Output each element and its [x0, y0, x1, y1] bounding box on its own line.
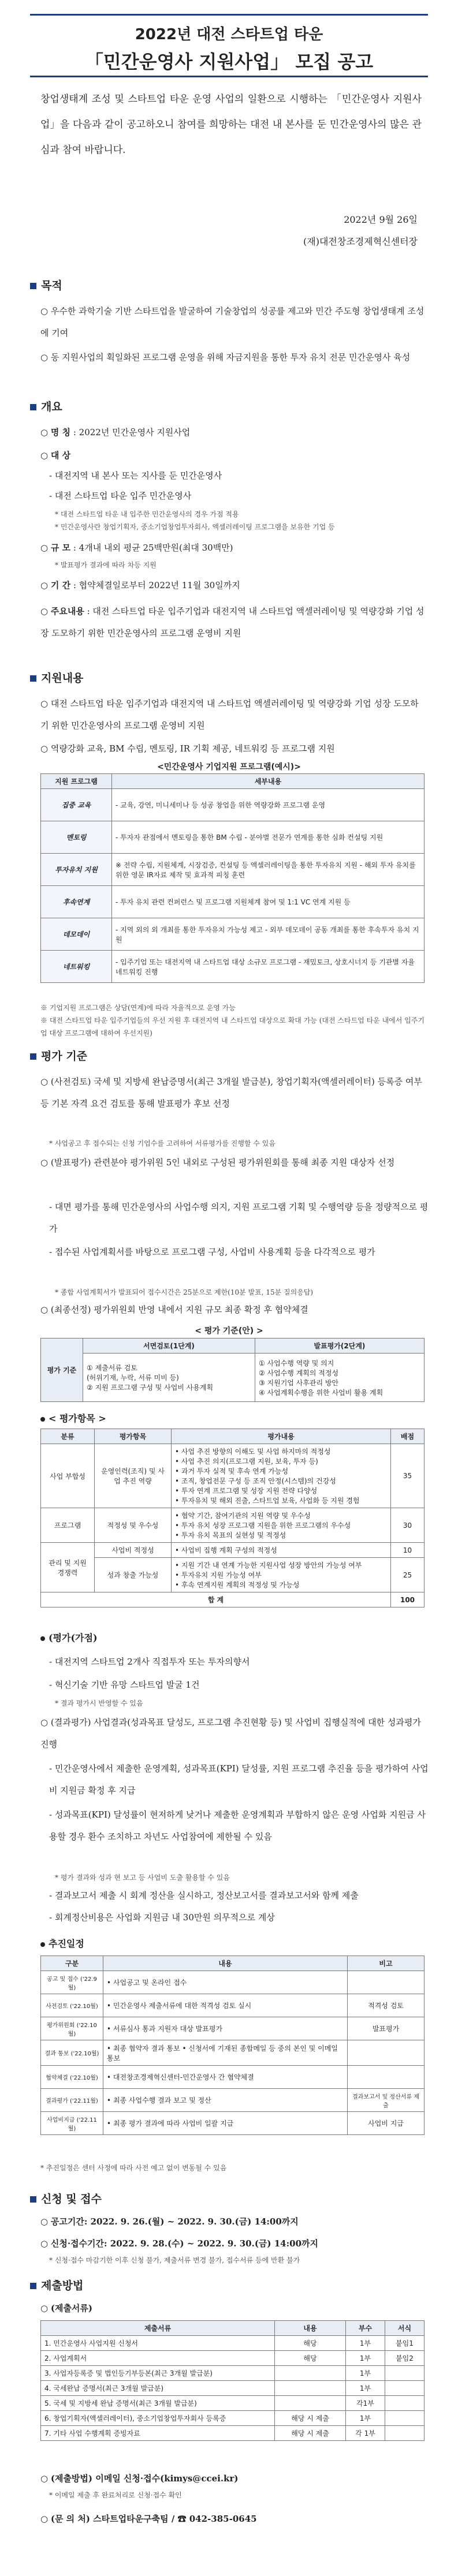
table-cell: • 사업공고 및 온라인 접수 — [103, 1971, 348, 1994]
support-paragraph-1: ○ 대전 스타트업 타운 입주기업과 대전지역 내 스타트업 액셀러레이팅 및 역량강화 기업 성장 도모하기 위한 민간운영사의 프로그램 운영비 지원 — [40, 698, 419, 731]
table-cell — [348, 2066, 425, 2089]
table-cell: 프로그램 — [41, 1508, 95, 1543]
table-cell: 1부 — [346, 2381, 385, 2396]
table-cell: • 최종 사업수행 결과 보고 및 정산 — [103, 2089, 348, 2112]
table-header: 평가 기준 — [41, 1339, 83, 1402]
table-cell: 사업비 적정성 — [95, 1543, 172, 1558]
square-bullet-icon — [30, 404, 36, 410]
eval-result-note: * 평가 결과와 성과 현 보고 등 사업비 도출 활용할 수 있음 — [55, 1874, 230, 1882]
section-support-heading: 지원내용 — [30, 670, 83, 685]
table-cell: - 교육, 강연, 미니세미나 등 성공 창업을 위한 역량강화 프로그램 운영 — [112, 789, 425, 821]
table-header: 제출서류 — [41, 2321, 275, 2336]
table-cell: • 사업 추진 방향의 이해도 및 사업 하지마의 적정성 • 사업 추진 의지(프로그램 지원, 보육, 투자 등) • 과거 투자 실적 및 후속 연계 가능성 • 조직, 창업전문 구성 등 조직 안정(시스템)의 건강성 • 투자 연계 프로그램 및 성장 지원 전략 다양성 • 투자유치 및 해외 진출, 스타트업 보육, 사업화 등 지원 경험 — [172, 1444, 391, 1508]
table-cell: 4. 국세완납 증명서(최근 3개월 발급분) — [41, 2381, 275, 2396]
table-cell: 사업비지급 ('22.11월) — [41, 2112, 103, 2135]
eval-bonus-heading: (평가(가점) — [40, 1631, 98, 1644]
table-header: 비고 — [348, 1956, 425, 1971]
support-table-caption: <민간운영사 기업지원 프로그램(예시)> — [157, 762, 301, 772]
table-cell: 1부 — [346, 2351, 385, 2366]
overview-content: ○ 주요내용 : 대전 스타트업 타운 입주기업과 대전지역 내 스타트업 액셀러레이팅 및 역량강화 기업 성장 도모하기 위한 민간운영사의 프로그램 운영비 지원 — [40, 606, 425, 638]
square-bullet-icon — [30, 675, 36, 682]
table-cell: 결과평가 ('22.11월) — [41, 2089, 103, 2112]
square-bullet-icon — [30, 2283, 36, 2289]
table-cell: 평가위원회 ('22.10월) — [41, 2017, 103, 2040]
table-cell: 합 계 — [41, 1592, 391, 1607]
eval-items-table — [40, 1429, 425, 1607]
eval-presentation-a: - 대면 평가를 통해 민간운영사의 사업수행 의지, 지원 프로그램 기획 및 수행역량 등을 정량적으로 평가 — [49, 1202, 429, 1234]
table-cell: 2. 사업계획서 — [41, 2351, 275, 2366]
table-cell: ※ 전략 수립, 지원체계, 시장검증, 컨설팅 등 액셀러레이팅을 통한 투자유치 지원 - 해외 투자 유치를 위한 영문 IR자료 제작 및 효과적 피칭 훈련 — [112, 854, 425, 886]
table-cell: 10 — [391, 1543, 425, 1558]
eval-presentation-note: * 종합 사업계획서가 발표되어 접수시간은 25분으로 제한(10분 발표, 15분 질의응답) — [55, 1288, 314, 1296]
table-cell: 5. 국세 및 지방세 완납 증명서(최근 3개월 발급분) — [41, 2396, 275, 2411]
section-overview-heading: 개요 — [30, 398, 62, 414]
table-cell: • 서류심사 통과 지원자 대상 발표평가 — [103, 2017, 348, 2040]
overview-target-note-2: * 민간운영사란 창업기획자, 중소기업창업투자회사, 액셀러레이팅 프로그램을 보유한 기업 등 — [55, 523, 335, 531]
table-cell: 공고 및 접수 ('22.9월) — [41, 1971, 103, 1994]
table-cell: 발표평가 — [348, 2017, 425, 2040]
table-cell: 붙임2 — [385, 2351, 425, 2366]
table-header: 배점 — [391, 1429, 425, 1444]
table-cell — [275, 2396, 346, 2411]
table-header: 평가내용 — [172, 1429, 391, 1444]
submission-docs-table — [40, 2320, 425, 2441]
table-cell: 1부 — [346, 2336, 385, 2351]
table-cell: • 지원 기간 내 연계 가능한 지원사업 성장 방안의 가능성 여부 • 투자유치 지원 가능성 여부 • 후속 연계지원 계획의 적정성 및 가능성 — [172, 1558, 391, 1592]
overview-scale: ○ 규 모 : 4개내 내외 평균 25백만원(최대 30백만) — [40, 543, 233, 553]
table-cell — [275, 2366, 346, 2381]
table-header: 내용 — [275, 2321, 346, 2336]
table-header: 평가항목 — [95, 1429, 172, 1444]
eval-presentation: ○ (발표평가) 관련분야 평가위원 5인 내외로 구성된 평가위원회를 통해 최종 지원 대상자 선정 — [40, 1157, 395, 1168]
overview-target-2: - 대전 스타트업 타운 입주 민간운영사 — [49, 491, 192, 501]
square-bullet-icon — [30, 2196, 36, 2203]
table-cell: 사전검토 ('22.10월) — [41, 1994, 103, 2017]
support-program-table — [40, 773, 425, 983]
table-cell: ① 사업수행 역량 및 의지 ② 사업수행 계획의 적정성 ③ 지원기업 사후관리 방안 ④ 사업계획수행을 위한 사업비 활용 계획 — [255, 1354, 424, 1402]
table-header: 세부내용 — [112, 774, 425, 789]
table-header: 서식 — [385, 2321, 425, 2336]
organization-name: (재)대전창조경제혁신센터장 — [303, 236, 418, 247]
contact-info: ○ (문 의 처) 스타트업타운구축팀 / ☎ 042-385-0645 — [40, 2514, 257, 2524]
eval-bonus-2: - 혁신기술 기반 유망 스타트업 발굴 1건 — [49, 1680, 200, 1690]
table-cell: 7. 기타 사업 수행계획 증빙자료 — [41, 2426, 275, 2441]
table-cell: • 협약 기간, 참여기관의 지원 역량 및 우수성 • 투자 유치 성장 프로그램 지원을 위한 프로그램의 우수성 • 투자 유치 목표의 실현성 및 적정성 — [172, 1508, 391, 1543]
eval-steps-caption: < 평가 기준(안) > — [195, 1326, 263, 1336]
intro-paragraph: 창업생태계 조성 및 스타트업 타운 운영 사업의 일환으로 시행하는 「민간운영사 지원사업」을 다음과 같이 공고하오니 참여를 희망하는 대전 내 본사를 둔 민간운영사의 많은 관심과 참여 바랍니다. — [40, 94, 422, 156]
table-cell: 사업 부합성 — [41, 1444, 95, 1508]
table-cell: ① 제출서류 검토 (허위기재, 누락, 서류 미비 등) ② 지원 프로그램 구성 및 사업비 사용계획 — [83, 1354, 255, 1402]
table-cell: 30 — [391, 1508, 425, 1543]
eval-items-caption: < 평가항목 > — [40, 1411, 106, 1425]
support-note-2: ※ 대전 스타트업 타운 입주기업들의 우선 지원 후 대전지역 내 스타트업 대상으로 확대 가능 (대전 스타트업 타운 내에서 입주기업 대상 프로그램에 대하여 우선지원) — [40, 1016, 425, 1037]
table-cell — [385, 2381, 425, 2396]
table-cell — [385, 2411, 425, 2426]
title-box — [30, 14, 428, 77]
table-cell: 해당 — [275, 2336, 346, 2351]
section-schedule-heading: 추진일정 — [40, 1936, 84, 1950]
table-cell: 결과보고서 및 정산서류 제출 — [348, 2089, 425, 2112]
table-header: 부수 — [346, 2321, 385, 2336]
application-receipt-period: ○ 신청·접수기간: 2022. 9. 28.(수) ~ 2022. 9. 30.(금) 14:00까지 — [40, 2238, 318, 2249]
support-note-1: ※ 기업지원 프로그램은 상담(연계)에 따라 자율적으로 운영 가능 — [40, 1004, 236, 1012]
bullet-dot-icon — [40, 1942, 45, 1947]
table-cell: 적정성 및 우수성 — [95, 1508, 172, 1543]
submission-method-note: * 이메일 제출 후 완료처리로 신청·접수 확인 — [49, 2491, 182, 2499]
eval-bonus-1: - 대전지역 스타트업 2개사 직접투자 또는 투자의향서 — [49, 1657, 250, 1667]
eval-prereview-note: * 사업공고 후 접수되는 신청 기업수를 고려하여 서류평가를 진행할 수 있음 — [49, 1139, 275, 1147]
section-purpose-heading: 목적 — [30, 277, 62, 293]
table-cell: 25 — [391, 1558, 425, 1592]
table-cell: - 입주기업 또는 대전지역 내 스타트업 대상 소규모 프로그램 - 재밌토크, 상호시너지 등 기관별 자율 네트워킹 진행 — [112, 951, 425, 983]
table-header: 지원 프로그램 — [41, 774, 112, 789]
table-cell: 각1부 — [346, 2396, 385, 2411]
table-cell: 관리 및 지원 경쟁력 — [41, 1543, 95, 1592]
table-cell: 6. 창업기획자(액셀러레이터), 중소기업창업투자회사 등록증 — [41, 2411, 275, 2426]
section-submission-heading: 제출방법 — [30, 2277, 83, 2293]
table-cell — [348, 2040, 425, 2066]
table-header: 내용 — [103, 1956, 348, 1971]
schedule-table — [40, 1956, 425, 2135]
schedule-note: * 추진일정은 센터 사정에 따라 사전 예고 없이 변동될 수 있음 — [40, 2164, 227, 2172]
table-cell: 해당 시 제출 — [275, 2411, 346, 2426]
section-evaluation-heading: 평가 기준 — [30, 1048, 87, 1063]
eval-result: ○ (결과평가) 사업결과(성과목표 달성도, 프로그램 추진현황 등) 및 사업비 집행실적에 대한 성과평가 진행 — [40, 1717, 421, 1749]
submission-docs-label: ○ (제출서류) — [40, 2303, 93, 2313]
eval-prereview: ○ (사전검토) 국세 및 지방세 완납증명서(최근 3개월 발급분), 창업기획자(액셀러레이터) 등록증 여부 등 기본 자격 요건 검토를 통해 발표평가 후보 선정 — [40, 1076, 422, 1109]
table-cell: • 대전창조경제혁신센터-민간운영사 간 협약체결 — [103, 2066, 348, 2089]
table-cell: 협약체결 ('22.10월) — [41, 2066, 103, 2089]
table-cell: • 사업비 집행 계획 구성의 적정성 — [172, 1543, 391, 1558]
table-cell — [385, 2426, 425, 2441]
table-cell: 투자유치 지원 — [41, 854, 112, 886]
table-header: 서면검토(1단계) — [83, 1339, 255, 1354]
bullet-dot-icon — [40, 1636, 45, 1641]
title-line-1: 2022년 대전 스타트업 타운 — [135, 26, 323, 43]
table-header: 발표평가(2단계) — [255, 1339, 424, 1354]
table-header: 분류 — [41, 1429, 95, 1444]
eval-result-5: - 회계정산비용은 사업화 지원금 내 30만원 의무적으로 계상 — [49, 1912, 275, 1923]
square-bullet-icon — [30, 283, 36, 289]
overview-scale-note: * 발표평가 결과에 따라 차등 지원 — [55, 561, 157, 569]
table-cell: • 최종 협약자 결과 통보 • 신청서에 기재된 종합메일 등 중의 본인 및 이메일 통보 — [103, 2040, 348, 2066]
table-cell: 붙임1 — [385, 2336, 425, 2351]
overview-target-1: - 대전지역 내 본사 또는 지사를 둔 민간운영사 — [49, 470, 222, 481]
overview-target-note-1: * 대전 스타트업 타운 내 입주한 민간운영사의 경우 가점 적용 — [55, 510, 239, 518]
announcement-date: 2022년 9월 26일 — [344, 214, 418, 225]
table-cell: 사업비 지급 — [348, 2112, 425, 2135]
table-cell: 1. 민간운영사 사업지원 신청서 — [41, 2336, 275, 2351]
table-cell: 후속연계 — [41, 886, 112, 918]
table-cell: • 민간운영사 제출서류에 대한 적격성 검토 실시 — [103, 1994, 348, 2017]
table-cell: 결과 통보 ('22.10월) — [41, 2040, 103, 2066]
table-cell — [275, 2381, 346, 2396]
eval-presentation-b: - 접수된 사업계획서를 바탕으로 프로그램 구성, 사업비 사용계획 등을 다각적으로 평가 — [49, 1247, 375, 1257]
purpose-item-2: ○ 동 지원사업의 획일화된 프로그램 운영을 위해 자금지원을 통한 투자 유치 전문 민간운영사 육성 — [40, 352, 411, 362]
table-cell: - 투자 유치 관련 컨퍼런스 및 프로그램 지원체계 참여 및 1:1 VC 연계 지원 등 — [112, 886, 425, 918]
table-cell: 1부 — [346, 2366, 385, 2381]
purpose-item-1: ○ 우수한 과학기술 기반 스타트업을 발굴하여 기술창업의 성공률 제고와 민간 주도형 창업생태계 조성에 기여 — [40, 306, 425, 338]
table-cell: 100 — [391, 1592, 425, 1607]
submission-method: ○ (제출방법) 이메일 신청·접수(kimys@ccei.kr) — [40, 2473, 239, 2484]
application-note: * 신청·접수 마감기한 이후 신청 불가, 제출서류 변경 불가, 접수서류 등에 반환 불가 — [49, 2256, 300, 2264]
table-header: 구분 — [41, 1956, 103, 1971]
table-cell: 운영인력(조직) 및 사업 추진 역량 — [95, 1444, 172, 1508]
eval-steps-table — [40, 1338, 425, 1402]
square-bullet-icon — [30, 1053, 36, 1060]
eval-result-2: - 민간운영사에서 제출한 운영계획, 성과목표(KPI) 달성률, 지원 프로그램 추진율 등을 평가하여 사업비 지원금 확정 후 지급 — [49, 1763, 429, 1796]
table-cell: 3. 사업자등록증 및 법인등기부등본(최근 3개월 발급분) — [41, 2366, 275, 2381]
eval-result-4: - 결과보고서 제출 시 회계 정산을 실시하고, 정산보고서를 결과보고서와 함께 제출 — [49, 1890, 359, 1901]
section-application-heading: 신청 및 접수 — [30, 2190, 102, 2206]
overview-target-label: ○ 대 상 — [40, 450, 71, 461]
table-cell: 성과 창출 가능성 — [95, 1558, 172, 1592]
table-cell: 해당 — [275, 2351, 346, 2366]
table-cell — [348, 1971, 425, 1994]
table-cell: 35 — [391, 1444, 425, 1508]
table-cell: 적격성 검토 — [348, 1994, 425, 2017]
eval-bonus-note: * 결과 평가시 반영할 수 있음 — [55, 1699, 143, 1707]
table-cell: 집중 교육 — [41, 789, 112, 821]
title-line-2: 「민간운영사 지원사업」 모집 공고 — [84, 51, 374, 73]
table-cell — [385, 2366, 425, 2381]
table-cell: 각 1부 — [346, 2426, 385, 2441]
application-period: ○ 공고기간: 2022. 9. 26.(월) ~ 2022. 9. 30.(금) 14:00까지 — [40, 2216, 299, 2227]
table-cell: - 지역 외의 외 개최를 통한 투자유치 가능성 제고 - 외부 데모데이 공동 개최를 통한 후속투자 유치 지원 — [112, 918, 425, 951]
table-cell: • 최종 평가 결과에 따라 사업비 일괄 지급 — [103, 2112, 348, 2135]
table-cell: 네트워킹 — [41, 951, 112, 983]
table-cell — [385, 2396, 425, 2411]
eval-final: ○ (최종선정) 평가위원회 반영 내에서 지원 규모 최종 확정 후 협약체결 — [40, 1304, 308, 1315]
table-cell: 멘토링 — [41, 821, 112, 854]
table-cell: - 투자자 관점에서 멘토링을 통한 BM 수립 - 분야별 전문가 연계를 통한 심화 컨설팅 지원 — [112, 821, 425, 854]
overview-name: ○ 명 칭 : 2022년 민간운영사 지원사업 — [40, 427, 191, 438]
table-cell: 데모데이 — [41, 918, 112, 951]
table-cell: 해당 시 제출 — [275, 2426, 346, 2441]
table-cell: 1부 — [346, 2411, 385, 2426]
bullet-dot-icon — [40, 1417, 45, 1422]
support-paragraph-2: ○ 역량강화 교육, BM 수립, 멘토링, IR 기획 제공, 네트워킹 등 프로그램 지원 — [40, 743, 335, 754]
eval-result-3: - 성과목표(KPI) 달성률이 현저하게 낮거나 제출한 운영계획과 부합하지 않은 운영 사업화 지원금 사용할 경우 환수 조치하고 차년도 사업참여에 제한될 수 있음 — [49, 1809, 426, 1842]
overview-period: ○ 기 간 : 협약체결일로부터 2022년 11월 30일까지 — [40, 580, 240, 590]
